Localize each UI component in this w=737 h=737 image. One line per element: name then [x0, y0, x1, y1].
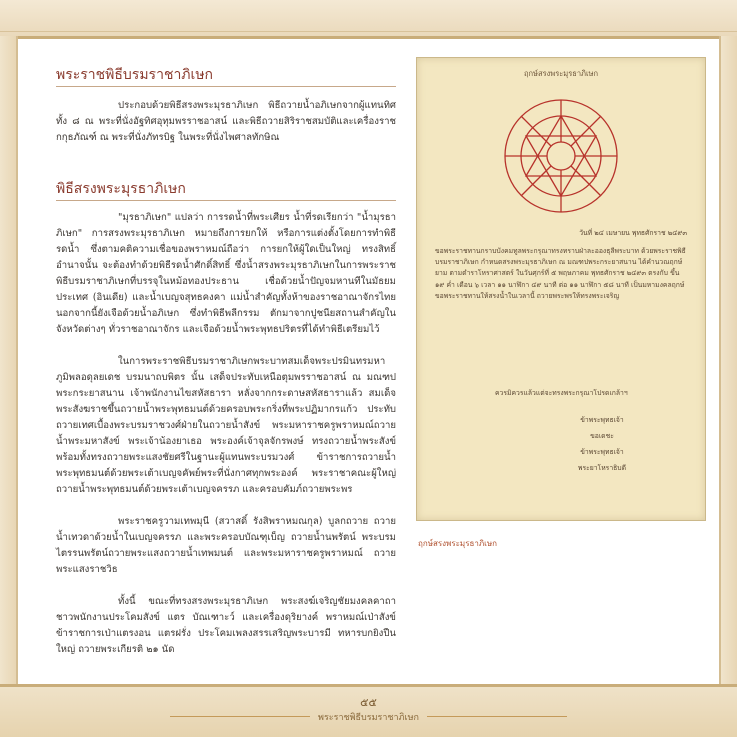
section-title-coronation: พระราชพิธีบรมราชาภิเษก [56, 67, 214, 83]
document-photo [416, 57, 706, 521]
document-signature-line-1: ข้าพระพุทธเจ้า [580, 416, 624, 424]
section2-paragraph-2: ในการพระราชพิธีบรมราชาภิเษกพระบาทสมเด็จพระปรมินทรมหาภูมิพลอดุลยเดช บรมนาถบพิตร นั้น เสด็จประทับเหนือตุมพรราชอาสน์ ณ มณฑปพระกระยาสนาน เจ้าพนักงานไขสหัสธารา หลั่งจากกระดาษสหัสธาราแล้ว สมเด็จพระสังฆราชขึ้นถวายน้ำพระพุทธมนต์ด้วยครอบพระกริ่งที่พระปฏิมากรแก้ว ประทับถวายเทศเบื้องพระบรมราชวงศ์ฝ่ายในถวายน้ำสังข์ พระมหาราชครูพราหมณ์ถวายน้ำพระมหาสังข์ พระเจ้าน้องยาเธอ พระองค์เจ้าจุลจักรพงษ์ ทรงถวายน้ำพระสังข์ พร้อมทั้งทรงถวายพระแสงชัยศรีในฐานะผู้แทนพระบรมวงศ์ ข้าราชการถวายน้ำพระพุทธมนต์ด้วยพระเต้าเบญจคัพย์พระที่นั่งกาศทุกพระองค์ พระราชาคณะผู้ใหญ่ ถวายน้ำพระพุทธมนต์ด้วยพระเต้าเบญจครรภ และครอบคัมภ์ถวายพระพร [56, 356, 396, 495]
document-signature-line-2: ขอเดชะ [590, 432, 614, 440]
document-heading: ฤกษ์สรงพระมุรธาภิเษก [523, 69, 599, 78]
footer-section-title: พระราชพิธีบรมราชาภิเษก [318, 713, 419, 723]
page-border-top [0, 0, 737, 39]
document-body: ขอพระราชทานกราบบังคมทูลพระกรุณาทรงทราบฝ่าละอองธุลีพระบาท ด้วยพระราชพิธีบรมราชาภิเษก กำหนดสรงพระมุรธาภิเษก ณ มณฑปพระกระยาสนาน ได้คำนวณฤกษ์ยาม ตามตำราโหราศาสตร์ ในวันศุกร์ที่ ๕ พฤษภาคม พุทธศักราช ๒๔๙๓ ตรงกับ ขึ้น ๑๙ ค่ำ เดือน ๖ เวลา ๑๑ นาฬิกา ๔๙ นาที ต่อ ๑๑ นาฬิกา ๕๘ นาที เป็นมหามงคลฤกษ์ ขอพระราชทานให้สรงน้ำในเวลานี้ ถวายพระพรให้ทรงพระเจริญ [435, 247, 686, 300]
section2-paragraph-3: พระราชครูวามเทพมุนี (สวาสดิ์ รังสิพราหมณกุล) บูลกถวาย ถวายน้ำเทวดาด้วยน้ำในเบญจครรภ และพระครอบบัณฑุเบ็ญ ถวายน้ำนพรัตน์ พระบรมไตรรนพรัตน์ถวายพระแสงถวายน้ำเทพมนต์ และพระมหาราชครูพราหมณ์ ถวายพระแสงราชวิธ [56, 516, 396, 575]
section1-paragraph: ประกอบด้วยพิธีสรงพระมุรธาภิเษก พิธีถวายน้ำอภิเษกจากผู้แทนทิศทั้ง ๘ ณ พระที่นั่งอัฐทิศอุทุมพรราชอาสน์ และพิธีถวายสิริราชสมบัติและเครื่องราชกกุธภัณฑ์ ณ พระที่นั่งภัทรบิฐ ในพระที่นั่งไพศาลทักษิณ [56, 100, 396, 143]
section2-paragraph-4: ทั้งนี้ ขณะที่ทรงสรงพระมุรธาภิเษก พระสงฆ์เจริญชัยมงคลคาถา ชาวพนักงานประโคมสังข์ แตร บัณเฑาะว์ และเครื่องดุริยางค์ พราหมณ์เป่าสังข์ ข้าราชการเป่าแตรงอน แตรฝรั่ง ประโคมเพลงสรรเสริญพระบารมี ทหารบกยิงปืนใหญ่ ถวายพระเกียรติ ๒๑ นัด [56, 596, 396, 655]
section-title-bathing: พิธีสรงพระมุรธาภิเษก [56, 181, 186, 197]
horoscope-chart-icon [501, 96, 621, 216]
page-number: ๕๕ [360, 696, 377, 709]
title-underline [56, 86, 396, 87]
document-closing: ควรมิควรแล้วแต่จะทรงพระกรุณาโปรดเกล้าฯ [495, 389, 628, 397]
page-border-left [0, 36, 18, 686]
photo-caption: ฤกษ์สรงพระมุรธาภิเษก [418, 539, 497, 548]
title-underline [56, 200, 396, 201]
document-date: วันที่ ๒๔ เมษายน พุทธศักราช ๒๔๙๓ [579, 229, 687, 237]
document-signature-line-3: ข้าพระพุทธเจ้า [580, 448, 624, 456]
document-signature-name: พระยาโหราธิบดี [577, 464, 627, 472]
page-border-right [719, 36, 737, 686]
section2-paragraph-1: "มุรธาภิเษก" แปลว่า การรดน้ำที่พระเศียร น้ำที่รดเรียกว่า "น้ำมุรธาภิเษก" การสรงพระมุรธาภิเษก หมายถึงการยกให้ หรือการแต่งตั้งโดยการทำพิธีรดน้ำ ซึ่งตามคติความเชื่อของพราหมณ์ถือว่า การยกให้ผู้ใดเป็นใหญ่ ทรงสิทธิ์อำนาจนั้น จะต้องทำด้วยพิธีรดน้ำศักดิ์สิทธิ์ ซึ่งน้ำสรงพระมุรธาภิเษกในการพระราชพิธีบรมราชาภิเษกที่บรรจุในหม้อทองประธาน เชื่อด้วยน้ำปัญจมหานทีในมัธยมประเทศ (อินเดีย) และน้ำเบญจสุทธคงคา แม่น้ำสำคัญทั้งห้าของราชอาณาจักรไทย นอกจากนี้ยังเจือด้วยน้ำอภิเษก ซึ่งทำพิธีพลีกรรม ตักมาจากปูชนียสถานสำคัญในจังหวัดต่างๆ ทั่วราชอาณาจักร และเจือด้วยน้ำพระพุทธปริตรที่ได้ทำพิธีเตรียมไว้ [56, 212, 396, 335]
